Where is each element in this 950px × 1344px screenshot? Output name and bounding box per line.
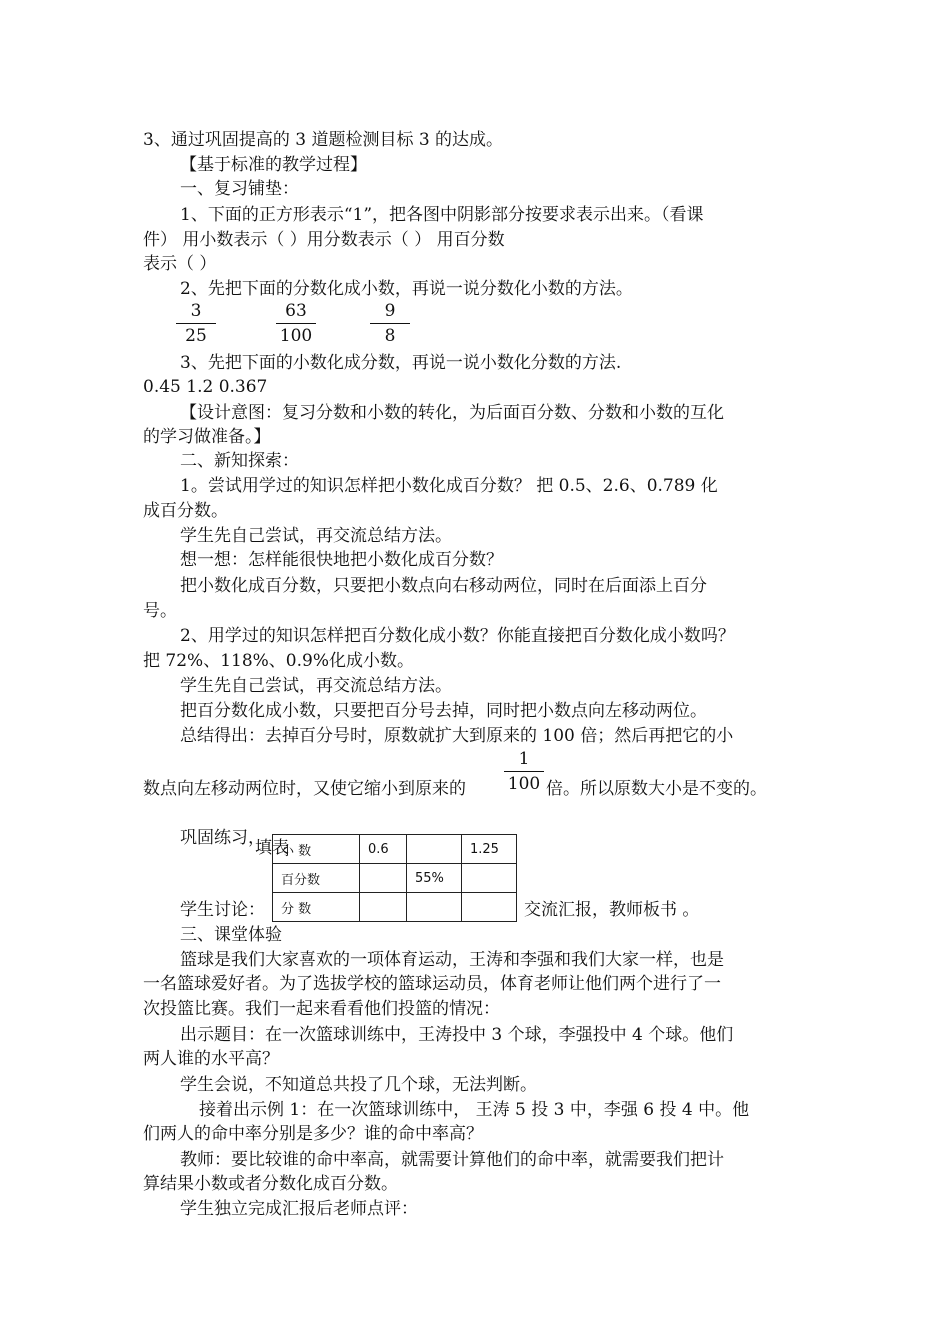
table-cell bbox=[462, 864, 517, 893]
paragraph-line: 出示题目：在一次篮球训练中，王涛投中 3 个球，李强投中 4 个球。他们 bbox=[180, 1025, 734, 1045]
numerator: 63 bbox=[285, 301, 307, 321]
table-cell: 分 数 bbox=[273, 893, 360, 922]
paragraph-line: 总结得出：去掉百分号时，原数就扩大到原来的 100 倍；然后再把它的小 bbox=[180, 726, 734, 746]
paragraph-line: 接着出示例 1：在一次篮球训练中， 王涛 5 投 3 中，李强 6 投 4 中。他 bbox=[199, 1100, 750, 1120]
numerator: 9 bbox=[384, 301, 396, 321]
paragraph-line: 0.45 1.2 0.367 bbox=[143, 377, 268, 397]
paragraph-line: 算结果小数或者分数化成百分数。 bbox=[143, 1174, 398, 1194]
paragraph-line: 两人谁的水平高？ bbox=[143, 1049, 279, 1069]
design-intent: 【设计意图：复习分数和小数的转化，为后面百分数、分数和小数的互化 bbox=[180, 403, 724, 423]
denominator: 100 bbox=[507, 774, 541, 794]
denominator: 100 bbox=[279, 326, 313, 346]
subsection-heading: 三、课堂体验 bbox=[180, 925, 282, 945]
paragraph-line: 学生讨论： bbox=[180, 900, 265, 920]
denominator: 8 bbox=[384, 326, 396, 346]
section-heading: 【基于标准的教学过程】 bbox=[180, 155, 367, 175]
paragraph-line: 教师：要比较谁的命中率高，就需要计算他们的命中率，就需要我们把计 bbox=[180, 1150, 724, 1170]
fraction-bar bbox=[176, 323, 216, 324]
design-intent: 的学习做准备。】 bbox=[143, 427, 271, 447]
table-cell: 0.6 bbox=[360, 835, 407, 864]
paragraph-line: 2、先把下面的分数化成小数，再说一说分数化小数的方法。 bbox=[180, 279, 633, 299]
table-cell bbox=[407, 893, 462, 922]
paragraph-line: 交流汇报，教师板书 。 bbox=[524, 900, 700, 920]
paragraph-line: 把百分数化成小数，只要把百分号去掉，同时把小数点向左移动两位。 bbox=[180, 701, 707, 721]
table-cell bbox=[360, 893, 407, 922]
numerator: 1 bbox=[518, 749, 530, 769]
goal-line: 3、通过巩固提高的 3 道题检测目标 3 的达成。 bbox=[143, 130, 504, 150]
fraction-bar bbox=[504, 771, 544, 772]
fraction bbox=[276, 300, 316, 347]
paragraph-line: 学生先自己尝试，再交流总结方法。 bbox=[180, 526, 452, 546]
table-cell bbox=[360, 864, 407, 893]
paragraph-line: 件） 用小数表示（ ）用分数表示（ ） 用百分数 bbox=[143, 230, 505, 250]
table-row bbox=[273, 835, 517, 864]
paragraph-line: 想一想：怎样能很快地把小数化成百分数？ bbox=[180, 550, 503, 570]
paragraph-line: 1。尝试用学过的知识怎样把小数化成百分数？ 把 0.5、2.6、0.789 化 bbox=[180, 476, 718, 496]
table-cell: 百分数 bbox=[273, 864, 360, 893]
fraction-bar bbox=[370, 323, 410, 324]
fraction bbox=[176, 300, 216, 347]
paragraph-line: 把 72%、118%、0.9%化成小数。 bbox=[143, 651, 414, 671]
table-cell bbox=[462, 893, 517, 922]
paragraph-line: 3、先把下面的小数化成分数，再说一说小数化分数的方法. bbox=[180, 353, 622, 373]
paragraph-line: 学生独立完成汇报后老师点评： bbox=[180, 1199, 418, 1219]
paragraph-line: 学生先自己尝试，再交流总结方法。 bbox=[180, 676, 452, 696]
table-row bbox=[273, 893, 517, 922]
paragraph-line: 们两人的命中率分别是多少？谁的命中率高？ bbox=[143, 1124, 483, 1144]
table-cell bbox=[407, 835, 462, 864]
fraction bbox=[504, 748, 544, 795]
paragraph-line: 倍。所以原数大小是不变的。 bbox=[546, 779, 767, 799]
paragraph-line: 1、下面的正方形表示“1”，把各图中阴影部分按要求表示出来。（看课 bbox=[180, 205, 704, 225]
paragraph-line: 次投篮比赛。我们一起来看看他们投篮的情况： bbox=[143, 999, 500, 1019]
paragraph-line: 一名篮球爱好者。为了选拔学校的篮球运动员，体育老师让他们两个进行了一 bbox=[143, 974, 721, 994]
paragraph-line: 篮球是我们大家喜欢的一项体育运动，王涛和李强和我们大家一样，也是 bbox=[180, 950, 724, 970]
cut-off-text: 填表 bbox=[255, 838, 289, 858]
subsection-heading: 二、新知探索： bbox=[180, 451, 299, 471]
paragraph-line: 数点向左移动两位时，又使它缩小到原来的 bbox=[143, 779, 466, 799]
paragraph-line: 表示（ ） bbox=[143, 254, 217, 274]
fraction-bar bbox=[276, 323, 316, 324]
conversion-table bbox=[272, 834, 517, 922]
table-cell: 小 数 bbox=[273, 835, 360, 864]
subsection-heading: 一、复习铺垫： bbox=[180, 179, 299, 199]
fraction bbox=[370, 300, 410, 347]
paragraph-line: 成百分数。 bbox=[143, 501, 228, 521]
paragraph-line: 2、用学过的知识怎样把百分数化成小数？你能直接把百分数化成小数吗？ bbox=[180, 626, 735, 646]
paragraph-line: 把小数化成百分数，只要把小数点向右移动两位，同时在后面添上百分 bbox=[180, 576, 707, 596]
exercise-label: 巩固练习， bbox=[180, 828, 265, 848]
table-row bbox=[273, 864, 517, 893]
table-cell: 55% bbox=[407, 864, 462, 893]
paragraph-line: 号。 bbox=[143, 601, 177, 621]
table-cell: 1.25 bbox=[462, 835, 517, 864]
denominator: 25 bbox=[185, 326, 207, 346]
numerator: 3 bbox=[190, 301, 202, 321]
paragraph-line: 学生会说，不知道总共投了几个球，无法判断。 bbox=[180, 1075, 537, 1095]
